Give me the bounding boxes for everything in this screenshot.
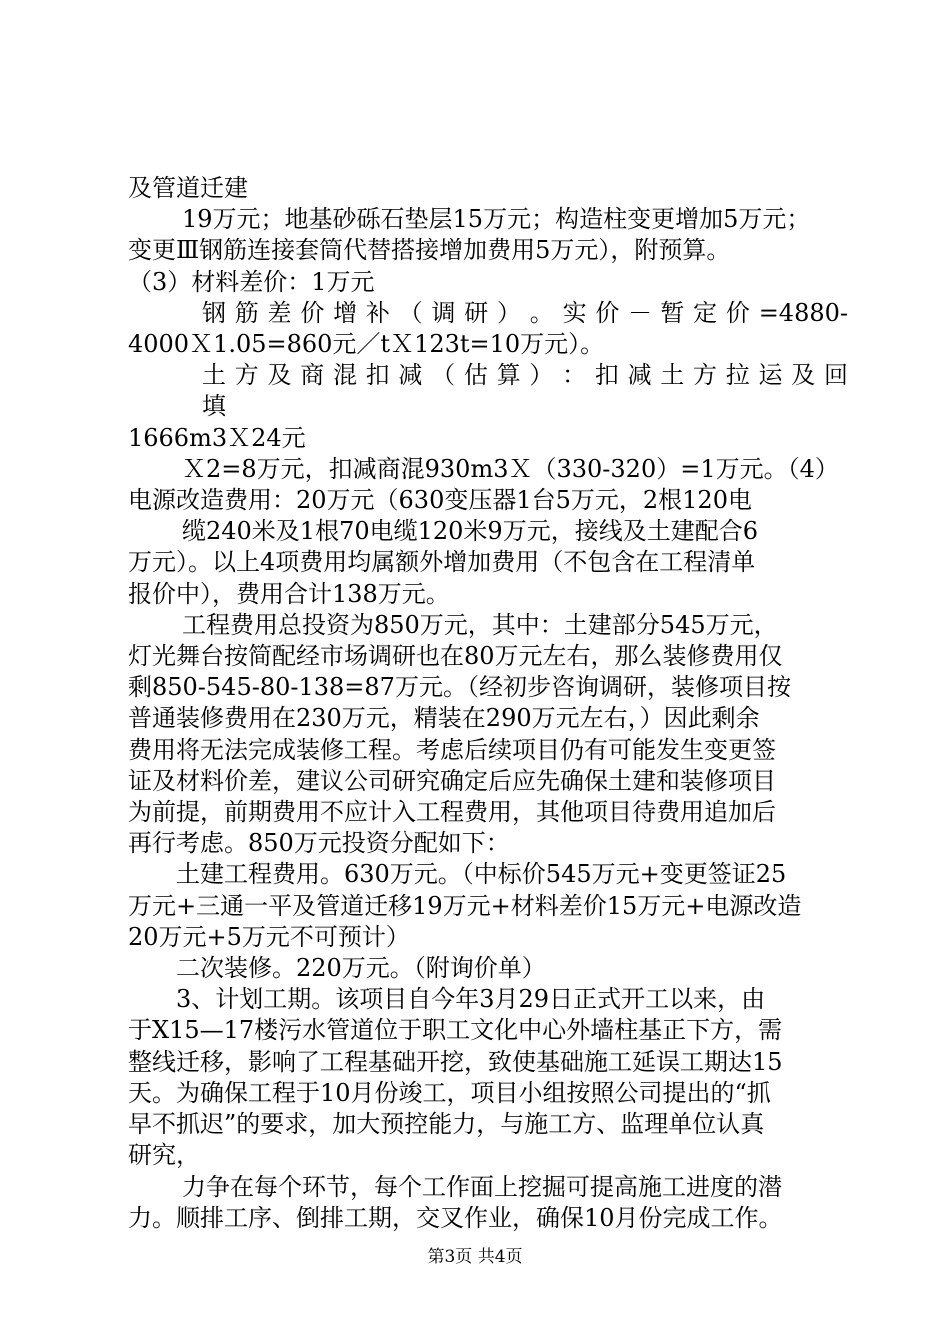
text-line: 20万元+5万元不可预计） [128,922,410,951]
text-line: 4000Ｘ1.05=860元／tＸ123t=10万元）。 [128,330,605,359]
text-line: 剩850-545-80-138=87万元。（经初步咨询调研，装修项目按 [128,673,791,702]
document-body [128,173,848,1234]
text-line: 3、计划工期。该项目自今年3月29日正式开工以来，由 [176,985,766,1014]
text-line: Ｘ2=8万元，扣减商混930m3Ｘ（330-320）=1万元。（4） [182,454,839,483]
text-line: 及管道迁建 [128,174,248,202]
text-line: 土 方 及 商 混 扣 减 （ 估 算 ） ： 扣 减 土 方 拉 运 及 回 填 [202,361,848,421]
text-line: 证及材料价差，建议公司研究确定后应先确保土建和装修项目 [128,766,776,795]
text-line: 电源改造费用：20万元（630变压器1台5万元，2根120电 [128,486,752,515]
text-line: 费用将无法完成装修工程。考虑后续项目仍有可能发生变更签 [128,735,776,764]
text-line: 万元+三通一平及管道迁移19万元+材料差价15万元+电源改造 [128,891,802,920]
text-line: 土建工程费用。630万元。（中标价545万元+变更签证25 [176,860,787,889]
text-line: 力。顺排工序、倒排工期，交叉作业，确保10月份完成工作。 [128,1203,783,1232]
text-line: 整线迁移，影响了工程基础开挖，致使基础施工延误工期达15 [128,1047,783,1076]
text-line: 19万元；地基砂砾石垫层15万元；构造柱变更增加5万元； [182,205,811,234]
text-line: 灯光舞台按简配经市场调研也在80万元左右，那么装修费用仅 [128,642,783,671]
text-line: 1666m3Ｘ24元 [128,423,306,452]
text-line: 报价中），费用合计138万元。 [128,579,450,608]
text-line: 为前提，前期费用不应计入工程费用，其他项目待费用追加后 [128,798,776,827]
text-line: 于X15—17楼污水管道位于职工文化中心外墙柱基正下方，需 [128,1016,783,1045]
text-line: 研究， [128,1141,200,1170]
text-line: 再行考虑。850万元投资分配如下： [128,829,510,858]
text-line: 普通装修费用在230万元，精装在290万元左右，）因此剩余 [128,704,760,733]
text-line: （3）材料差价：1万元 [128,267,375,296]
text-line: 缆240米及1根70电缆120米9万元，接线及土建配合6 [182,517,758,546]
text-line: 工程费用总投资为850万元，其中：土建部分545万元， [182,610,778,639]
text-line: 早不抓迟”的要求，加大预控能力，与施工方、监理单位认真 [128,1110,765,1139]
page-number: 第3页 共4页 [427,1247,523,1267]
text-line: 力争在每个环节，每个工作面上挖掘可提高施工进度的潜 [182,1172,782,1201]
text-line: 钢 筋 差 价 增 补 （ 调 研 ） 。 实 价 － 暂 定 价 =4880- [202,298,848,327]
text-line: 万元）。以上4项费用均属额外增加费用（不包含在工程清单 [128,548,756,577]
text-line: 变更Ⅲ钢筋连接套筒代替搭接增加费用5万元），附预算。 [128,236,731,265]
text-line: 二次装修。220万元。（附询价单） [176,954,546,983]
text-line: 天。为确保工程于10月份竣工，项目小组按照公司提出的“抓 [128,1078,771,1107]
